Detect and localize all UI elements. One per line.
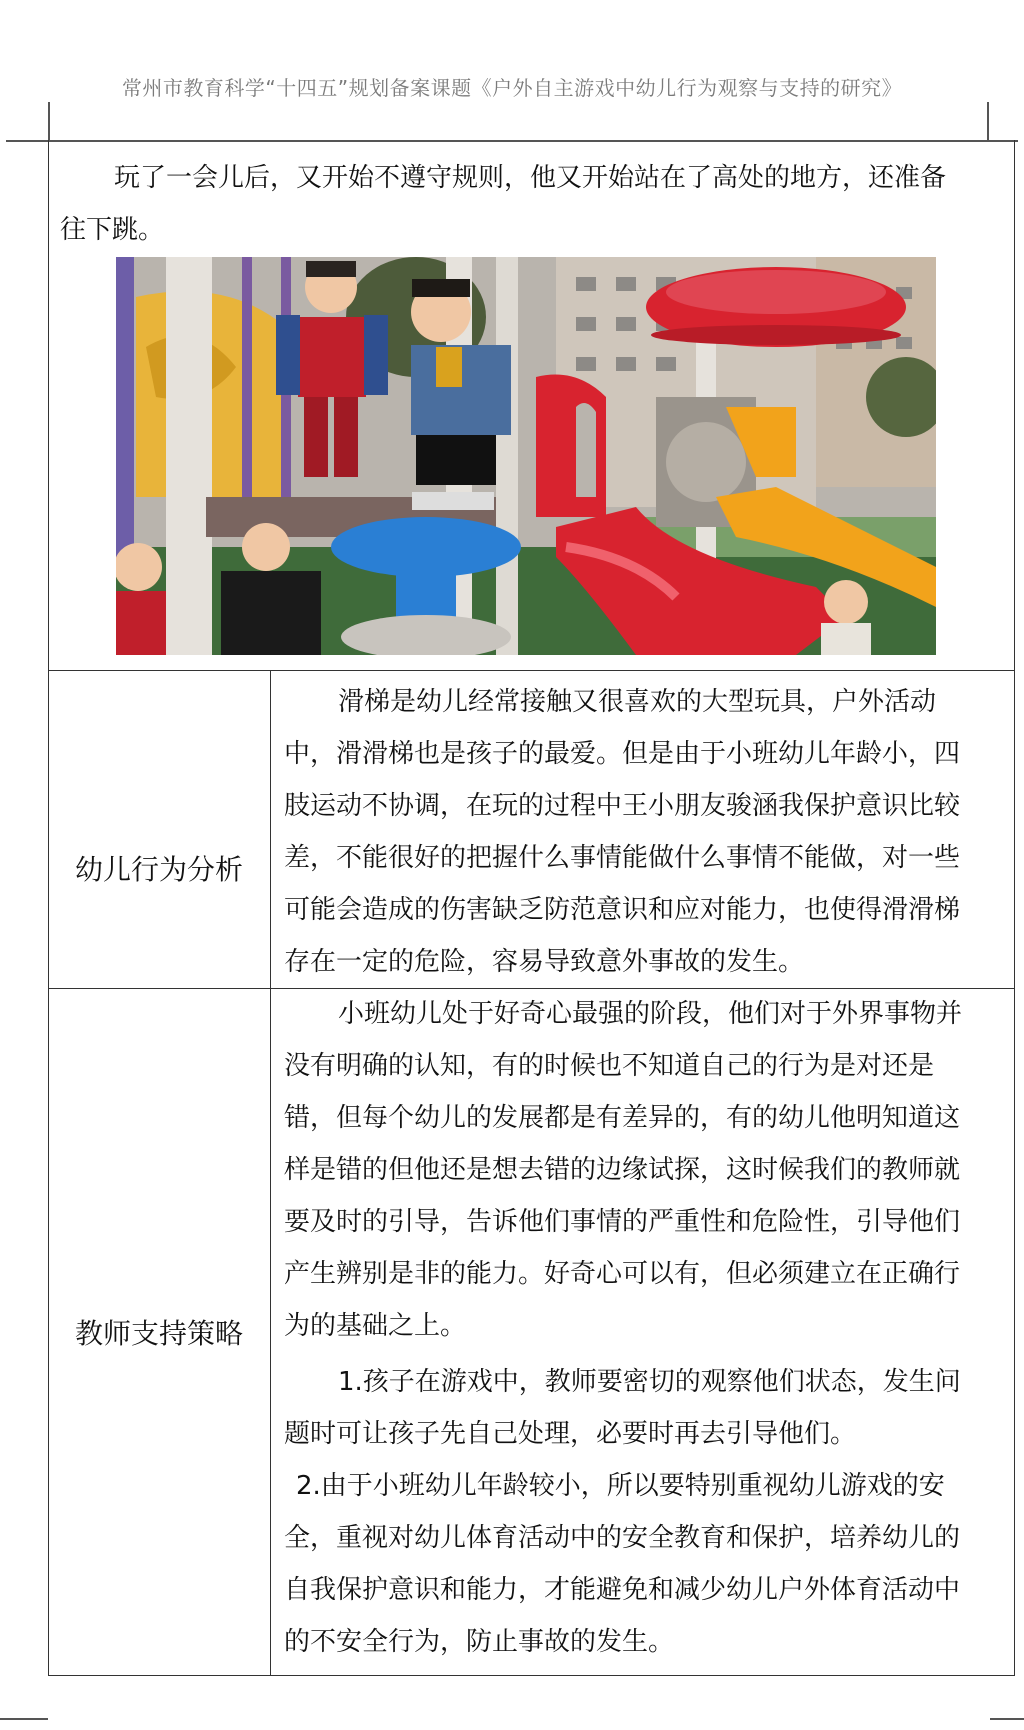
support-line: 全，重视对幼儿体育活动中的安全教育和保护，培养幼儿的: [284, 1523, 961, 1553]
support-label: 教师支持策略: [74, 1317, 243, 1350]
crop-mark-left: [48, 102, 50, 142]
analysis-line: 中，滑滑梯也是孩子的最爱。但是由于小班幼儿年龄小，四: [284, 739, 961, 769]
analysis-line: 滑梯是幼儿经常接触又很喜欢的大型玩具，户外活动: [338, 687, 937, 717]
support-line: 产生辨别是非的能力。好奇心可以有，但必须建立在正确行: [284, 1259, 961, 1289]
support-line: 错，但每个幼儿的发展都是有差异的，有的幼儿他明知道这: [284, 1103, 961, 1133]
analysis-line: 存在一定的危险，容易导致意外事故的发生。: [284, 947, 805, 977]
analysis-label: 幼儿行为分析: [74, 853, 243, 886]
support-line: 1.孩子在游戏中，教师要密切的观察他们状态，发生问: [338, 1367, 961, 1397]
playground-photo-illustration: [116, 257, 936, 655]
page-header: 常州市教育科学“十四五”规划备案课题《户外自主游戏中幼儿行为观察与支持的研究》: [121, 76, 903, 100]
playground-photo: [116, 257, 936, 655]
support-line: 2.由于小班幼儿年龄较小，所以要特别重视幼儿游戏的安: [296, 1471, 945, 1501]
analysis-line: 可能会造成的伤害缺乏防范意识和应对能力，也使得滑滑梯: [284, 895, 961, 925]
analysis-label-cell: [48, 671, 271, 989]
support-line: 没有明确的认知，有的时候也不知道自己的行为是对还是: [284, 1051, 935, 1081]
crop-mark-bottom-left: [0, 1718, 48, 1720]
support-line: 小班幼儿处于好奇心最强的阶段，他们对于外界事物并: [338, 999, 963, 1029]
support-line: 样是错的但他还是想去错的边缘试探，这时候我们的教师就: [284, 1155, 961, 1185]
crop-mark-right: [987, 102, 989, 142]
support-line: 自我保护意识和能力，才能避免和减少幼儿户外体育活动中: [284, 1575, 961, 1605]
support-line: 题时可让孩子先自己处理，必要时再去引导他们。: [284, 1419, 857, 1449]
support-line: 的不安全行为，防止事故的发生。: [284, 1627, 675, 1657]
analysis-line: 差，不能很好的把握什么事情能做什么事情不能做，对一些: [284, 843, 961, 873]
support-line: 要及时的引导，告诉他们事情的严重性和危险性，引导他们: [284, 1207, 961, 1237]
intro-line-1: 玩了一会儿后，又开始不遵守规则，他又开始站在了高处的地方，还准备: [114, 163, 947, 193]
support-line: 为的基础之上。: [284, 1311, 467, 1341]
crop-mark-bottom-right: [990, 1718, 1024, 1720]
analysis-line: 肢运动不协调，在玩的过程中王小朋友骏涵我保护意识比较: [284, 791, 961, 821]
intro-line-2: 往下跳。: [60, 215, 165, 245]
